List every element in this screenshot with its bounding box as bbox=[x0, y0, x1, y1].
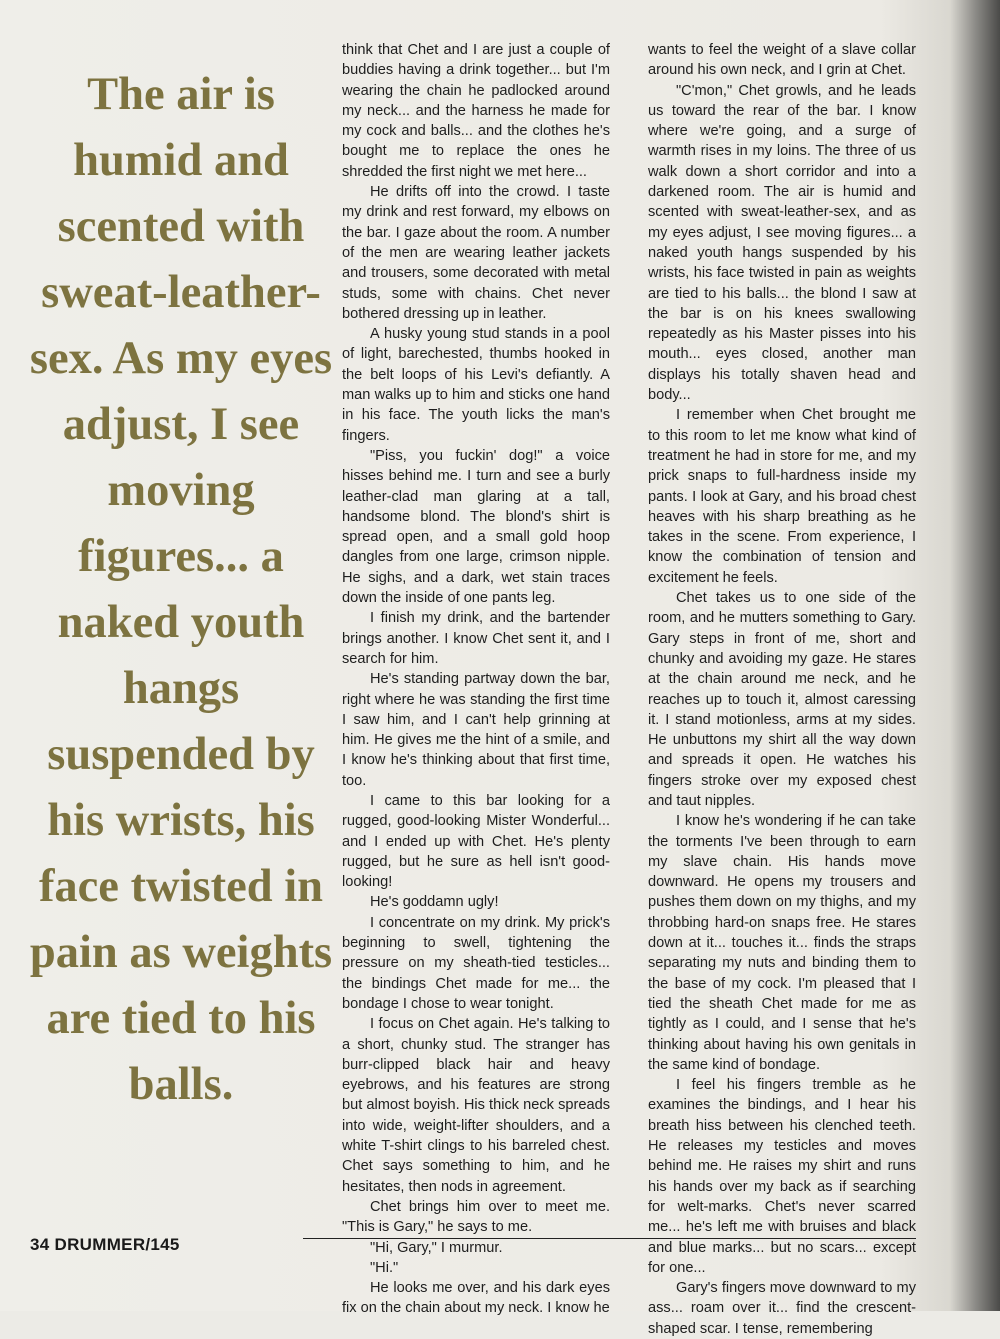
paragraph: I know he's wondering if he can take the torments I've been through to earn my slave chain. His hands move downward. He opens my trousers and pushes them down on my thighs, and my throbbing hard-on snaps free. He stares down at it... touches it... finds the straps separating my nuts and binding them to the base of my cock. I'm pleased that I tied the sheath Chet made for me as tightly as I could, and I sense that he's thinking about having his own genitals in the same kind of bondage. bbox=[648, 813, 916, 1073]
paragraph: Gary's fingers move downward to my ass... roam over it... find the crescent-shaped scar. I tense, remembering bbox=[648, 1280, 916, 1337]
paragraph: He's goddamn ugly! bbox=[370, 894, 499, 911]
paragraph: Chet brings him over to meet me. "This is Gary," he says to me. bbox=[342, 1198, 610, 1236]
text-column-1 bbox=[342, 40, 610, 1319]
paragraph: I came to this bar looking for a rugged, good-looking Mister Wonderful... and I ended up with Chet. He's plenty rugged, but he sure as hell isn't good-looking! bbox=[342, 792, 610, 891]
text-column-2 bbox=[648, 40, 916, 1339]
paragraph: He's standing partway down the bar, right where he was standing the first time I saw him, and I can't help grinning at him. He gives me the hint of a smile, and I know he's thinking about that first time, too. bbox=[342, 671, 610, 789]
paragraph: I concentrate on my drink. My prick's beginning to swell, tightening the pressure on my sheath-tied testicles... the bindings Chet made for me... the bondage I chose to wear tonight. bbox=[342, 914, 610, 1012]
paragraph: think that Chet and I are just a couple of buddies having a drink together... but I'm wearing the chain he padlocked around my neck... and the harness he made for my cock and balls... and the clothes he's bought me to replace the ones he shredded the first night we met here... bbox=[342, 42, 610, 180]
paragraph: A husky young stud stands in a pool of light, barechested, thumbs hooked in the belt loops of his Levi's defiantly. A man walks up to him and sticks one hand in his face. The youth licks the man's fingers. bbox=[342, 326, 610, 444]
paragraph: He looks me over, and his dark eyes fix on the chain about my neck. I know he bbox=[342, 1280, 610, 1317]
paragraph: I remember when Chet brought me to this room to let me know what kind of treatment he had in store for me, and my prick snaps to full-hardness inside my pants. I look at Gary, and his broad chest heaves with his sharp breathing as he takes in the scene. From experience, I know the combination of tension and excitement he feels. bbox=[648, 407, 916, 586]
pull-quote: The air is humid and scented with sweat-leather-sex. As my eyes adjust, I see moving figures... a naked youth hangs suspended by his wrists, his face twisted in pain as weights are tied to his balls. bbox=[29, 69, 333, 1110]
paragraph: I feel his fingers tremble as he examines the bindings, and I hear his breath hiss between his clenched teeth. He releases my testicles and moves behind me. He raises my shirt and runs his hands over my back as if searching for welt-marks. Chet's never scarred me... he's left me with bruises and black and blue marks... but no scars... except for one... bbox=[648, 1077, 916, 1276]
paragraph: I focus on Chet again. He's talking to a short, chunky stud. The stranger has burr-clipped black hair and heavy eyebrows, and his features are strong but almost boyish. His thick neck spreads into wide, weight-lifter shoulders, and a white T-shirt clings to his barreled chest. Chet says something to him, and he hesitates, then nods in agreement. bbox=[342, 1016, 610, 1195]
paragraph: "Piss, you fuckin' dog!" a voice hisses behind me. I turn and see a burly leather-clad man glaring at a tall, handsome blond. The blond's shirt is spread open, and a small gold hoop dangles from one large, crimson nipple. He sighs, and a dark, wet stain traces down the inside of one pants leg. bbox=[342, 447, 610, 607]
paragraph: Chet takes us to one side of the room, and he mutters something to Gary. Gary steps in front of me, short and chunky and avoiding my gaze. He stares at the chain around me neck, and he reaches up to touch it, almost caressing it. I stand motionless, arms at my sides. He unbuttons my shirt all the way down and spreads it open. He watches his fingers stroke over my exposed chest and taut nipples. bbox=[648, 590, 916, 809]
paragraph: wants to feel the weight of a slave collar around his own neck, and I grin at Chet. bbox=[648, 42, 916, 79]
paragraph: I finish my drink, and the bartender brings another. I know Chet sent it, and I search for him. bbox=[342, 610, 610, 667]
paragraph: "Hi." bbox=[370, 1259, 399, 1276]
paragraph: "Hi, Gary," I murmur. bbox=[370, 1239, 503, 1256]
paragraph: "C'mon," Chet growls, and he leads us toward the rear of the bar. I know where we're going, and a surge of warmth rises in my loins. The three of us walk down a short corridor and into a darkened room. The air is humid and scented with sweat-leather-sex, and as my eyes adjust, I see moving figures... a naked youth hangs suspended by his wrists, his face twisted in pain as weights are tied to his balls... the blond I saw at the bar is on his knees swallowing repeatedly as his Master pisses into his mouth... eyes closed, another man displays his totally shaven head and body... bbox=[648, 82, 916, 404]
footer-rule bbox=[303, 1238, 916, 1239]
page-folio: 34 DRUMMER/145 bbox=[30, 1235, 180, 1254]
paragraph: He drifts off into the crowd. I taste my drink and rest forward, my elbows on the bar. I gaze about the room. A number of the men are wearing leather jackets and trousers, some decorated with metal studs, some with chains. Chet never bothered dressing up in leather. bbox=[342, 184, 610, 322]
